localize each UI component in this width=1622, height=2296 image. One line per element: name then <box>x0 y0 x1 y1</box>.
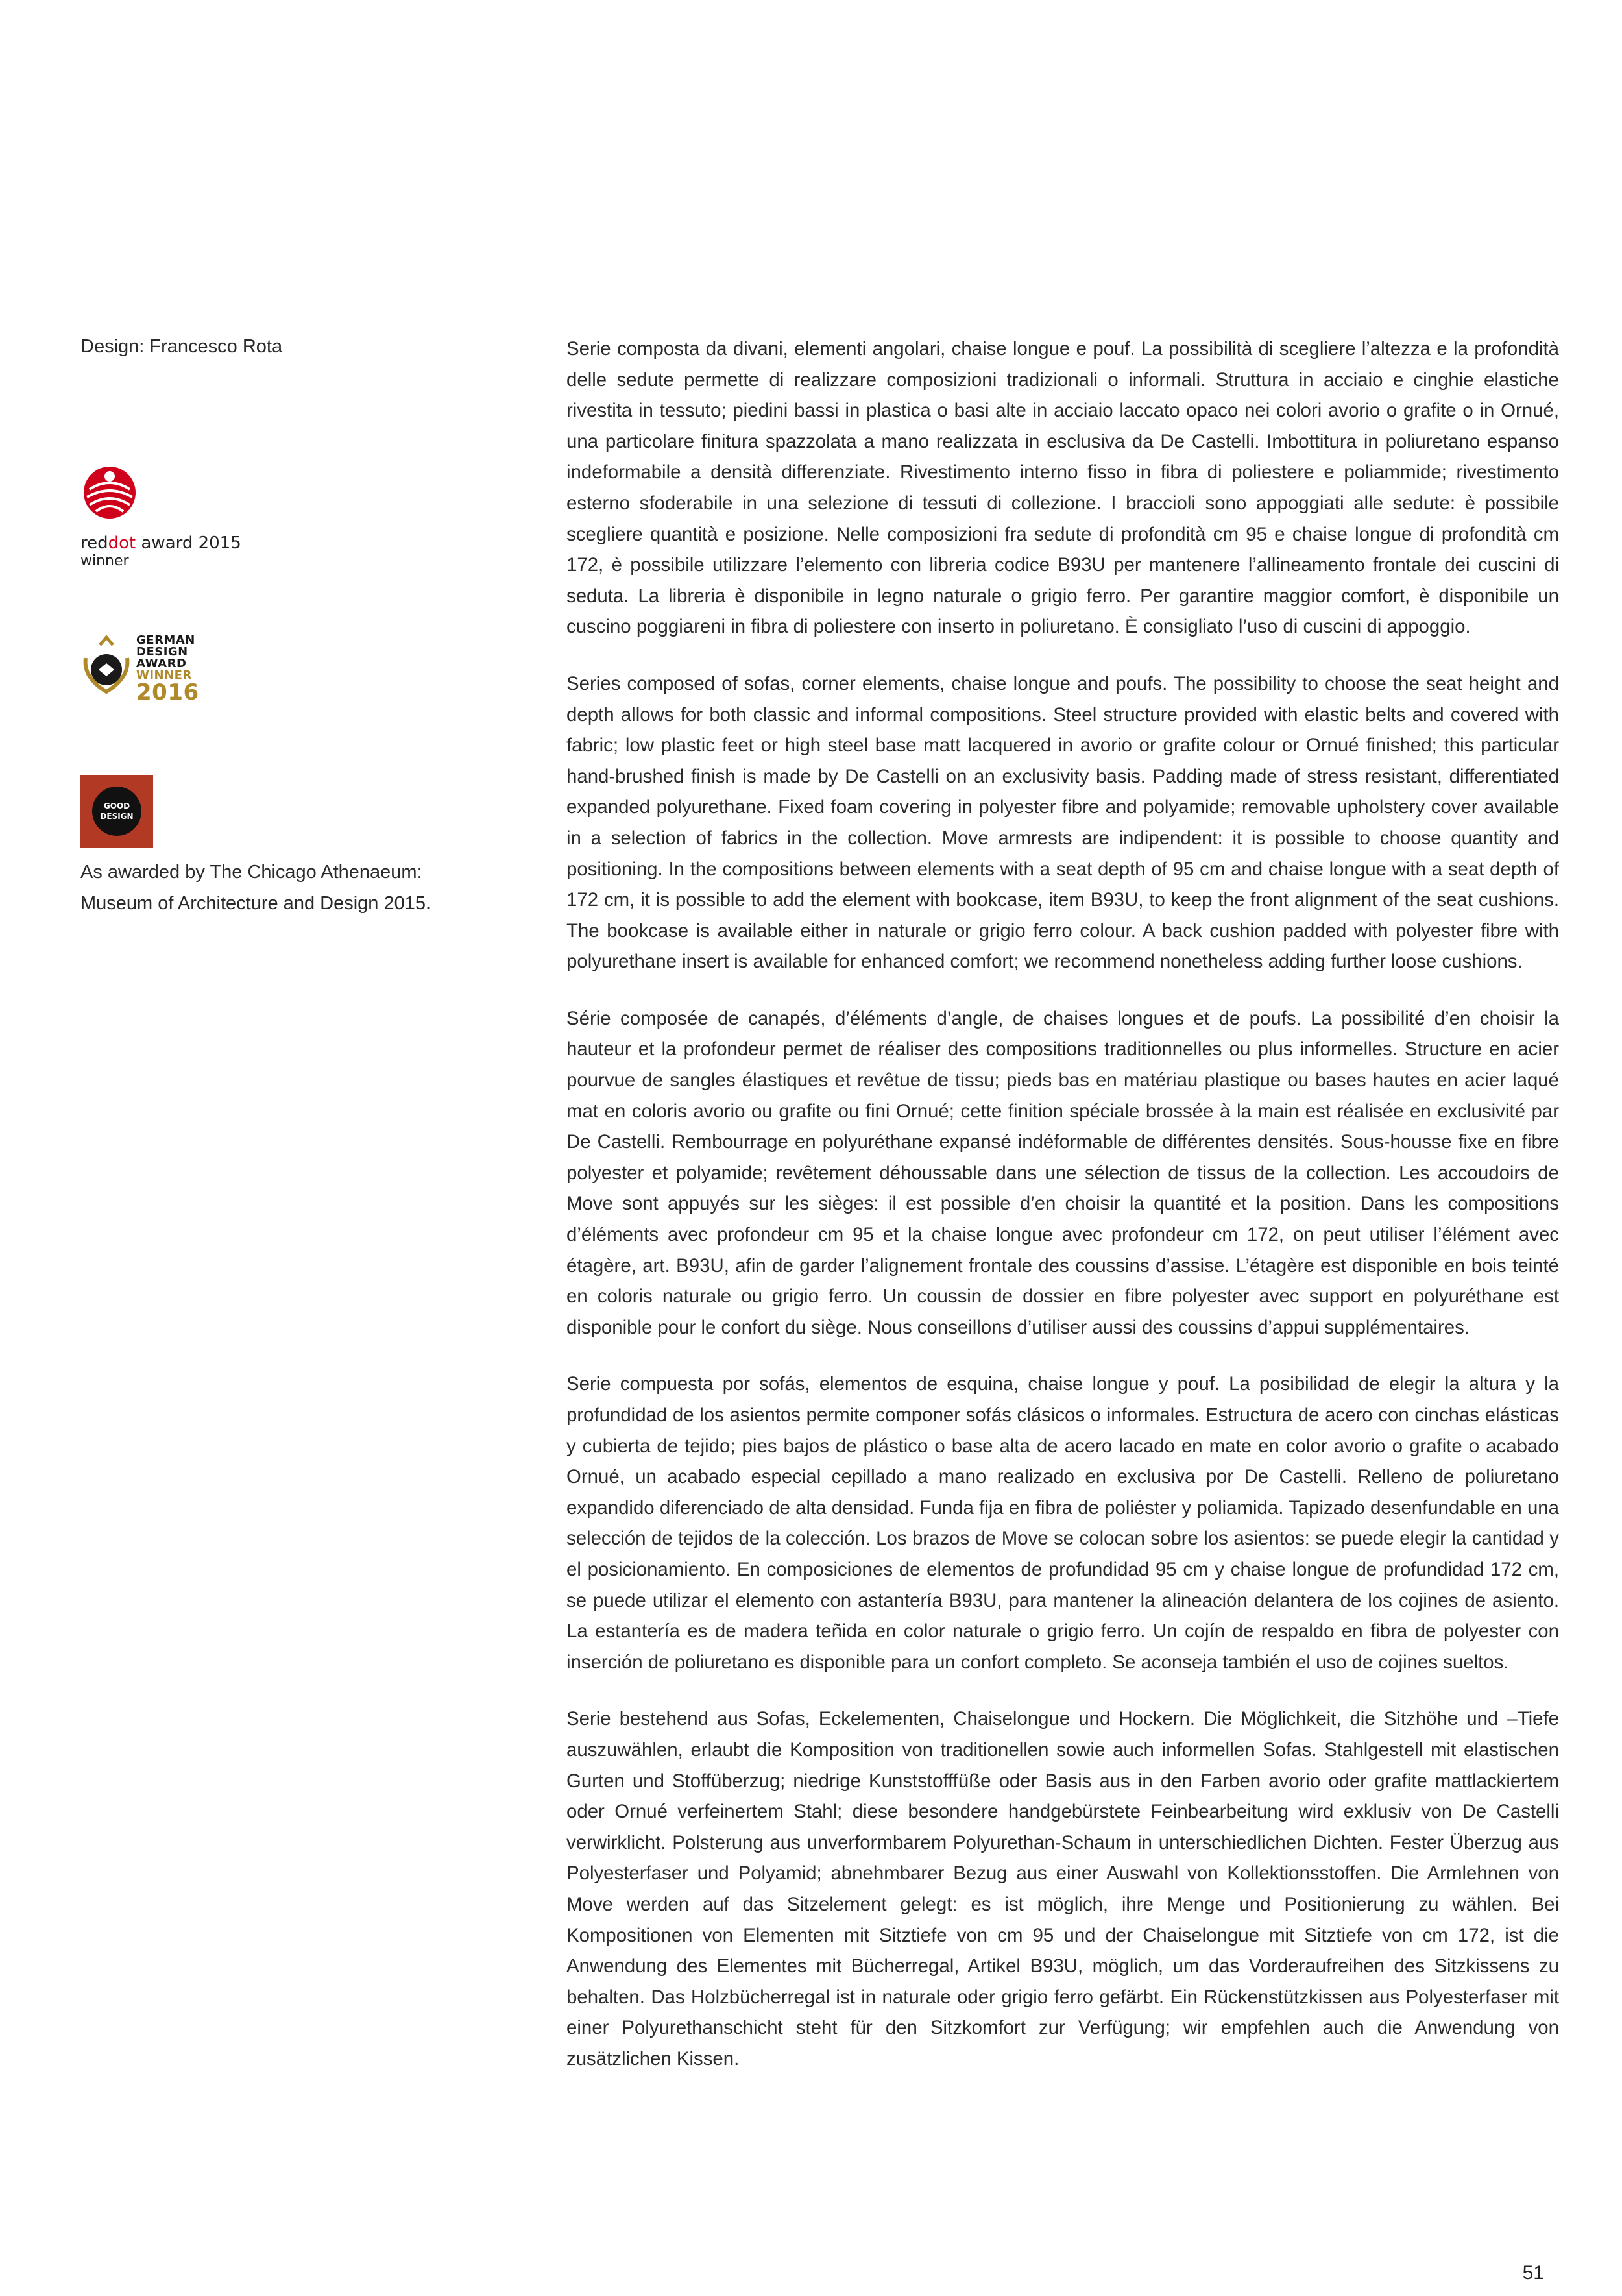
paragraph-french: Série composée de canapés, d’éléments d’angle, de chaises longues et de poufs. La possibilité d’en choisir la hauteur et la profondeur permet de réaliser des compositions traditionnelles ou plus informelles. Structure en acier pourvue de sangles élastiques et revêtue de tissu; pieds bas en matériau plastique ou bases hautes en acier laqué mat en coloris avorio ou grafite ou fini Ornué; cette finition spéciale brossée à la main est réalisée en exclusivité par De Castelli. Rembourrage en polyuréthane expansé indéformable de différentes densités. Sous-housse fixe en fibre polyester et polyamide; revêtement déhoussable dans une sélection de tissus de la collection. Les accoudoirs de Move sont appuyés sur les sièges: il est possible d’en choisir la quantité et la position. Dans les compositions d’éléments avec profondeur cm 95 et la chaise longue avec profondeur cm 172, on peut utiliser l’élément avec étagère, art. B93U, afin de garder l’alignement frontale des coussins d’assise. L’étagère est disponible en bois teinté en coloris naturale ou grigio ferro. Un coussin de dossier en fibre polyester avec support en polyuréthane est disponible pour le confort du siège. Nous conseillons d’utiliser aussi des coussins d’appui supplémentaires. <box>566 1007 1559 1338</box>
athenaeum-note: As awarded by The Chicago Athenaeum: Museum of Architecture and Design 2015. <box>80 862 431 914</box>
paragraph-italian: Serie composta da divani, elementi angolari, chaise longue e pouf. La possibilità di scegliere l’altezza e la profondità delle sedute permette di realizzare composizioni tradizionali o informali. Struttura in acciaio e cinghie elastiche rivestita in tessuto; piedini bassi in plastica o basi alte in acciaio laccato opaco nei colori avorio o grafite o in Ornué, una particolare finitura spazzolata a mano realizzata in esclusiva da De Castelli. Imbottitura in poliuretano espanso indeformabile a densità differenziate. Rivestimento interno fisso in fibra di poliestere e poliammide; rivestimento esterno sfoderabile in una selezione di tessuti di collezione. I braccioli sono appoggiati alle sedute: è possibile scegliere quantità e posizione. Nelle composizioni fra sedute di profondità cm 95 e chaise longue di profondità cm 172, è possibile utilizzare l’elemento con libreria codice B93U per mantenere l’allineamento frontale dei cuscini di seduta. La libreria è disponibile in legno naturale o grigio ferro. Per garantire maggior comfort, è disponibile un cuscino poggiareni in fibra di poliestere con inserto in poliuretano. È consigliato l’uso di cuscini di appoggio. <box>566 338 1559 638</box>
paragraph-spanish: Serie compuesta por sofás, elementos de esquina, chaise longue y pouf. La posibilidad de elegir la altura y la profundidad de los asientos permite componer sofás clásicos o informales. Estructura de acero con cinchas elásticas y cubierta de tejido; pies bajos de plástico o base alta de acero lacado en mate en color avorio o grafite o acabado Ornué, un acabado especial cepillado a mano realizado en exclusiva por De Castelli. Relleno de poliuretano expandido diferenciado de alta densidad. Funda fija en fibra de poliéster y poliamida. Tapizado desenfundable en una selección de tejidos de la colección. Los brazos de Move se colocan sobre los asientos: se puede elegir la cantidad y el posicionamiento. En composiciones de elementos de profundidad 95 cm y chaise longue de profundidad 172 cm, se puede utilizar el elemento con astantería B93U, para mantener la alineación delantera de los cojines de asiento. La estantería es de madera teñida en color naturale o grigio ferro. Un cojín de respaldo en fibra de polyester con inserción de poliuretano es disponible para un confort completo. Se aconseja también el uso de cojines sueltos. <box>566 1373 1559 1673</box>
german-design-award <box>80 632 210 703</box>
reddot-logo-icon <box>80 463 139 522</box>
paragraph-german: Serie bestehend aus Sofas, Eckelementen, Chaiselongue und Hockern. Die Möglichkeit, die Sitzhöhe und –Tiefe auszuwählen, erlaubt die Komposition von traditionellen sowie auch informellen Sofas. Stahlgestell mit elastischen Gurten und Stoffüberzug; niedrige Kunststofffüße oder Basis aus in den Farben avorio oder grafite mattlackiertem oder Ornué verfeinertem Stahl; diese besondere handgebürstete Feinbearbeitung wird exklusiv von De Castelli verwirklicht. Polsterung aus unverformbarem Polyurethan-Schaum in unterschiedlichen Dichten. Fester Überzug aus Polyesterfaser und Polyamid; abnehmbarer Bezug aus einer Auswahl von Kollektionsstoffen. Die Armlehnen von Move werden auf das Sitzelement gelegt: es ist möglich, ihre Menge und Positionierung zu wählen. Bei Kompositionen von Elementen mit Sitztiefe von cm 95 und der Chaiselongue mit Sitztiefe von cm 172, ist die Anwendung des Elementes mit Bücherregal, Artikel B93U, möglich, um das Vorderaufreihen des Sitzkissens zu behalten. Das Holzbücherregal ist in naturale oder grigio ferro gefärbt. Ein Rückenstützkissen aus Polyesterfaser mit einer Polyurethanschicht steht für den Sitzkomfort zur Verfügung; wir empfehlen auch die Anwendung von zusätzlichen Kissen. <box>566 1708 1559 2070</box>
reddot-caption: reddot award 2015 winner <box>80 533 241 569</box>
good-design-award <box>80 775 153 848</box>
designer-credit: Design: Francesco Rota <box>80 336 283 357</box>
sidebar <box>80 334 483 914</box>
laurel-medal-icon <box>80 632 132 697</box>
reddot-award <box>80 463 353 570</box>
paragraph-english: Series composed of sofas, corner elements, chaise longue and poufs. The possibility to choose the seat height and depth allows for both classic and informal compositions. Steel structure provided with elastic belts and covered with fabric; low plastic feet or high steel base matt lacquered in avorio or grafite colour or Ornué finished; this particular hand-brushed finish is made by De Castelli on an exclusivity basis. Padding made of stress resistant, differentiated expanded polyurethane. Fixed foam covering in polyester fibre and polyamide; removable upholstery cover available in a selection of fabrics in the collection. Move armrests are indipendent: it is possible to choose quantity and positioning. In the compositions between elements with a seat depth of 95 cm and chaise longue with a seat depth of 172 cm, it is possible to add the element with bookcase, item B93U, to keep the front alignment of the seat cushions. The bookcase is available either in naturale or grigio ferro colour. A back cushion padded with polyester fibre with polyurethane insert is available for enhanced comfort; we recommend nonetheless adding further loose cushions. <box>566 672 1559 973</box>
good-design-badge: GOOD DESIGN <box>92 787 141 836</box>
page-number: 51 <box>1522 2262 1544 2284</box>
german-design-text: GERMAN DESIGN AWARD WINNER 2016 <box>136 633 199 705</box>
description-column <box>566 334 1559 2100</box>
